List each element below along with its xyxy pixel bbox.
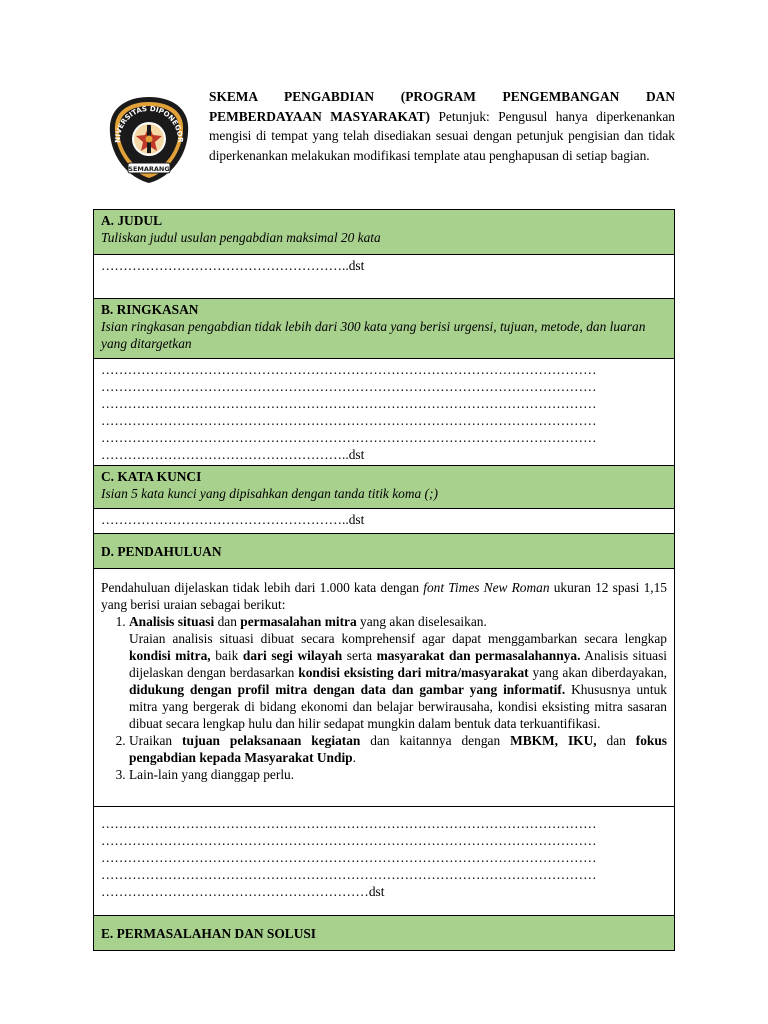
- section-a-input[interactable]: [94, 255, 675, 299]
- section-d-line[interactable]: …………………………………………………………………………………………………: [101, 833, 597, 848]
- list-item: 3. Lain-lain yang dianggap perlu.: [129, 766, 667, 783]
- section-d-input[interactable]: [94, 807, 675, 916]
- diponegoro-seal-icon: [106, 95, 192, 185]
- section-c-instruction: Isian 5 kata kunci yang dipisahkan dengan tanda titik koma (;): [101, 486, 438, 501]
- section-c-input[interactable]: [94, 509, 675, 534]
- section-d-line[interactable]: …………………………………………………………………………………………………: [101, 867, 597, 882]
- section-a-instruction: Tuliskan judul usulan pengabdian maksimal 20 kata: [101, 230, 381, 245]
- analysis-description: Uraian analisis situasi dibuat secara komprehensif agar dapat menggambarkan secara lengkap kondisi mitra, baik dari segi wilayah serta masyarakat dan permasalahannya. Analisis situasi dijelaskan dengan berdasarkan kondisi eksisting dari mitra/masyarakat yang akan diberdayakan, didukung dengan profil mitra dengan data dan gambar yang informatif. Khususnya untuk mitra yang bergerak di bidang ekonomi dan belajar berwirausaha, kondisi eksisting mitra sasaran dibuat secara lengkap hulu dan hilir sedapat mungkin dalam bentuk data terkuantifikasi.: [129, 631, 668, 731]
- section-d-line[interactable]: …………………………………………………………………………………………………: [101, 816, 597, 831]
- font-name: font Times New Roman: [423, 580, 550, 595]
- section-b-line[interactable]: …………………………………………………………………………………………………: [101, 379, 597, 394]
- scheme-header: [209, 87, 675, 165]
- section-d-line[interactable]: …………………………………………………………………………………………………: [101, 850, 597, 865]
- section-b-instruction: Isian ringkasan pengabdian tidak lebih dari 300 kata yang berisi urgensi, tujuan, metode, dan luaran yang ditargetkan: [101, 319, 646, 351]
- section-b-input[interactable]: [94, 359, 675, 466]
- section-b-line[interactable]: …………………………………………………………………………………………………: [101, 362, 597, 377]
- section-c-title: C. KATA KUNCI: [101, 469, 202, 484]
- section-d-title: D. PENDAHULUAN: [101, 543, 222, 559]
- list-item: 2. Uraikan tujuan pelaksanaan kegiatan dan kaitannya dengan MBKM, IKU, dan fokus pengabdian kepada Masyarakat Undip.: [129, 732, 667, 766]
- section-b-line[interactable]: …………………………………………………………………………………………………: [101, 396, 597, 411]
- list-item: 1. Analisis situasi dan permasalahan mitra yang akan diselesaikan. Uraian analisis situasi dibuat secara komprehensif agar dapat menggambarkan secara lengkap kondisi mitra, baik dari segi wilayah serta masyarakat dan permasalahannya. Analisis situasi dijelaskan dengan berdasarkan kondisi eksisting dari mitra/masyarakat yang akan diberdayakan, didukung dengan profil mitra dengan data dan gambar yang informatif. Khususnya untuk mitra yang bergerak di bidang ekonomi dan belajar berwirausaha, kondisi eksisting mitra sasaran dibuat secara lengkap hulu dan hilir sedapat mungkin dalam bentuk data terkuantifikasi.: [129, 613, 667, 732]
- section-a-line[interactable]: ………………………………………………..dst: [101, 258, 365, 273]
- section-e-header: [94, 916, 675, 951]
- section-a-header: [94, 210, 675, 255]
- section-e-title: E. PERMASALAHAN DAN SOLUSI: [101, 925, 317, 941]
- logo-top-text: NIVERSITAS DIPONEGOR: [113, 104, 185, 143]
- section-d-list: [101, 613, 667, 783]
- section-b-line[interactable]: …………………………………………………………………………………………………: [101, 413, 597, 428]
- scheme-title: SKEMA PENGABDIAN (PROGRAM PENGEMBANGAN DAN PEMBERDAYAAN MASYARAKAT): [209, 89, 675, 124]
- section-d-header: [94, 534, 675, 569]
- section-c-line[interactable]: ………………………………………………..dst: [101, 512, 365, 527]
- logo-bottom-text: SEMARANG: [128, 165, 170, 173]
- scheme-instructions: Petunjuk: Pengusul hanya diperkenankan mengisi di tempat yang telah disediakan sesuai dengan petunjuk pengisian dan tidak diperkenankan melakukan modifikasi template atau penghapusan di setiap bagian.: [209, 108, 675, 163]
- section-d-line[interactable]: ……………………………………………………dst: [101, 884, 385, 899]
- section-b-line[interactable]: …………………………………………………………………………………………………: [101, 430, 597, 445]
- section-a-title: A. JUDUL: [101, 213, 163, 228]
- section-d-intro: Pendahuluan dijelaskan tidak lebih dari 1.000 kata dengan font Times New Roman ukuran 12 spasi 1,15 yang berisi uraian sebagai berikut:: [101, 580, 668, 612]
- section-d-guidance: [94, 569, 675, 807]
- section-b-title: B. RINGKASAN: [101, 302, 199, 317]
- section-c-header: [94, 466, 675, 509]
- section-b-header: [94, 299, 675, 359]
- proposal-form-table: [93, 209, 675, 951]
- university-logo: [106, 95, 192, 185]
- section-b-line[interactable]: ………………………………………………..dst: [101, 447, 365, 462]
